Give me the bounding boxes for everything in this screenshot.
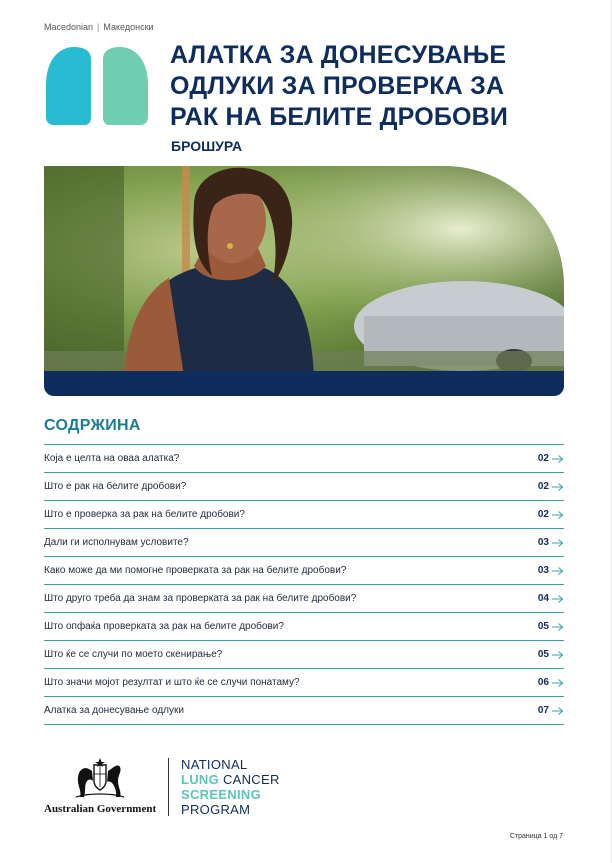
toc-item[interactable] <box>44 557 564 585</box>
toc-item[interactable] <box>44 473 564 501</box>
toc-item-label: Што ќе се случи по моето скенирање? <box>44 649 223 660</box>
toc-item-label: Што друго треба да знам за проверката за рак на белите дробови? <box>44 593 357 604</box>
arrow-right-icon <box>552 650 564 660</box>
hero-photo <box>44 166 564 396</box>
language-separator: | <box>97 22 100 32</box>
toc-item-page: 02 <box>537 481 549 492</box>
toc-item[interactable] <box>44 501 564 529</box>
toc-item-page: 04 <box>537 593 549 604</box>
toc-item-page: 06 <box>537 677 549 688</box>
language-label <box>44 22 154 32</box>
arrow-right-icon <box>552 706 564 716</box>
language-english: Macedonian <box>44 22 94 32</box>
toc-heading: СОДРЖИНА <box>44 417 141 434</box>
toc-item-label: Што е рак на белите дробови? <box>44 481 187 492</box>
lungs-logo-icon <box>44 45 150 125</box>
toc-item-label: Како може да ми помогне проверката за рак на белите дробови? <box>44 565 347 576</box>
program-line-2b: CANCER <box>219 772 280 787</box>
toc-item-page: 02 <box>537 509 549 520</box>
arrow-right-icon <box>552 594 564 604</box>
toc-item-label: Која е целта на оваа алатка? <box>44 453 180 464</box>
arrow-right-icon <box>552 510 564 520</box>
toc-item-label: Што е проверка за рак на белите дробови? <box>44 509 245 520</box>
toc-item-page: 03 <box>537 537 549 548</box>
arrow-right-icon <box>552 566 564 576</box>
program-line-1: NATIONAL <box>181 757 248 772</box>
toc-item[interactable] <box>44 585 564 613</box>
arrow-right-icon <box>552 538 564 548</box>
photo-navy-band <box>44 371 564 396</box>
arrow-right-icon <box>552 622 564 632</box>
toc-item[interactable] <box>44 529 564 557</box>
program-line-4: PROGRAM <box>181 802 251 817</box>
document-subtitle: БРОШУРА <box>171 138 243 154</box>
coat-of-arms-icon <box>70 757 130 799</box>
toc-item[interactable] <box>44 613 564 641</box>
toc-item[interactable] <box>44 697 564 725</box>
arrow-right-icon <box>552 454 564 464</box>
footer-divider <box>168 758 169 816</box>
toc-item-label: Дали ги исполнувам условите? <box>44 537 189 548</box>
program-line-2a: LUNG <box>181 772 220 787</box>
government-name: Australian Government <box>44 803 157 815</box>
toc-item-page: 05 <box>537 621 549 632</box>
woman-portrait-image <box>44 166 564 376</box>
language-native: Македонски <box>103 22 154 32</box>
toc-item[interactable] <box>44 669 564 697</box>
page-number: Страница 1 од 7 <box>509 833 563 840</box>
program-line-2 <box>181 772 280 787</box>
table-of-contents <box>44 444 564 725</box>
toc-item-page: 02 <box>537 453 549 464</box>
document-title: АЛАТКА ЗА ДОНЕСУВАЊЕ ОДЛУКИ ЗА ПРОВЕРКА ЗА РАК НА БЕЛИТЕ ДРОБОВИ <box>170 41 509 131</box>
toc-item-page: 03 <box>537 565 549 576</box>
toc-item-page: 05 <box>537 649 549 660</box>
toc-item[interactable] <box>44 445 564 473</box>
arrow-right-icon <box>552 482 564 492</box>
toc-item-page: 07 <box>537 705 549 716</box>
arrow-right-icon <box>552 678 564 688</box>
australian-government-logo <box>44 757 156 819</box>
toc-item-label: Алатка за донесување одлуки <box>44 705 184 716</box>
toc-item-label: Што опфаќа проверката за рак на белите дробови? <box>44 621 284 632</box>
program-line-3: SCREENING <box>181 787 261 802</box>
toc-item[interactable] <box>44 641 564 669</box>
program-logo-text <box>181 757 280 817</box>
toc-item-label: Што значи мојот резултат и што ќе се случи понатаму? <box>44 677 300 688</box>
